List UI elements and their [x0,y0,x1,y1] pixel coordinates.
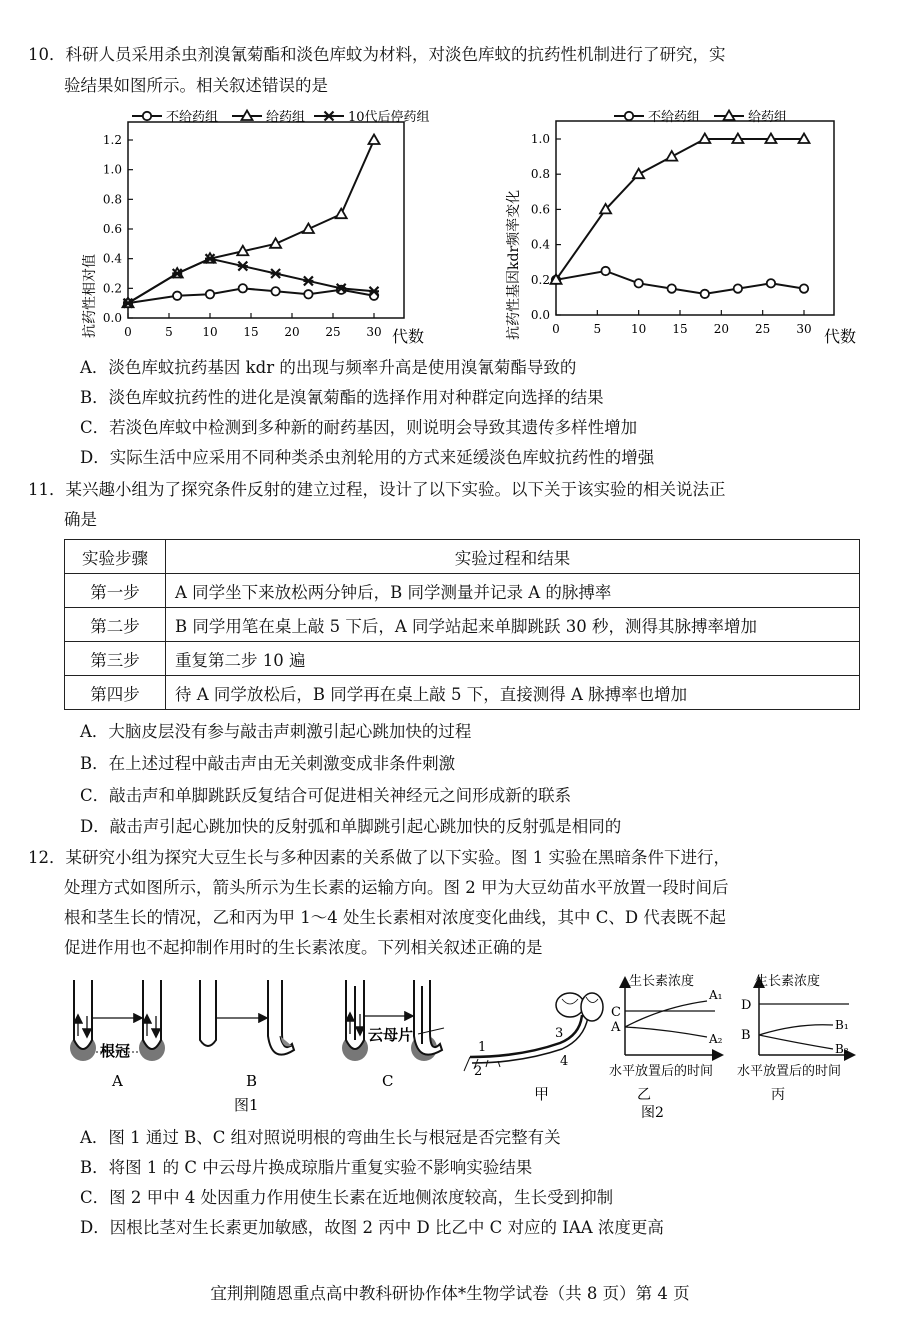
chart-kdr-frequency [490,100,870,350]
figure1-root-experiment [60,968,455,1118]
figure2-graph-bing [737,965,862,1120]
chart2-y-tick-label: 0.2 [530,272,550,287]
figure2-seedling [460,975,610,1120]
bing-curve-b1-label: B₁ [835,1018,849,1032]
chart1-legend-label: 给药组 [266,110,306,125]
q10-option-c: C．若淡色库蚊中检测到多种新的耐药基因，则说明会导致其遗传多样性增加 [80,418,638,437]
chart2-x-tick-label: 20 [713,322,729,336]
figure1-group-c [342,980,444,1090]
chart1-data-point [173,292,181,300]
table-cell-process: A 同学坐下来放松两分钟后，B 同学测量并记录 A 的脉搏率 [166,574,860,608]
mica-label: 云母片 [368,1026,414,1044]
seedling-point-4: 4 [560,1054,569,1069]
chart2-legend-marker [625,112,633,120]
chart2-x-tick-label: 0 [552,322,560,336]
chart1-y-axis-label: 抗药性相对值 [82,254,98,338]
figure1-caption: 图1 [234,1096,259,1114]
chart1-data-point [336,209,347,219]
bing-level-d: D [741,998,752,1013]
page-footer: 宜荆荆随恩重点高中教科研协作体*生物学试卷（共 8 页）第 4 页 [210,1284,690,1303]
bing-x-axis-label: 水平放置后的时间 [737,1064,842,1079]
chart2-data-point [668,284,676,292]
chart1-data-point [238,262,248,271]
chart1-data-point [271,287,279,295]
table-cell-step: 第一步 [65,574,166,608]
chart1-legend-marker [324,112,334,121]
q10-option-d: D．实际生活中应采用不同种类杀虫剂轮用的方式来延缓淡色库蚊抗药性的增强 [80,448,655,467]
yi-curve-a2 [625,1027,707,1037]
figure1-group-b [200,980,294,1114]
chart2-x-axis-label: 代数 [824,327,857,346]
figure1-label-b: B [246,1072,258,1090]
cotyledon-left [556,993,584,1017]
q12-option-a: A．图 1 通过 B、C 组对照说明根的弯曲生长与根冠是否完整有关 [80,1128,561,1147]
table-cell-step: 第三步 [65,642,166,676]
chart2-data-point [666,151,677,161]
table-cell-process: 待 A 同学放松后，B 同学再在桌上敲 5 下，直接测得 A 脉搏率也增加 [166,676,860,710]
chart2-series-line [556,139,804,280]
table-row [65,574,860,608]
figure2-label-yi: 乙 [637,1087,651,1103]
chart2-y-axis-label: 抗药性基因kdr频率变化 [506,189,522,340]
chart1-y-tick-label: 0.0 [102,311,122,325]
seedling-point-2: 2 [474,1064,483,1079]
chart1-x-tick-label: 25 [325,325,341,339]
chart1-series-line [128,140,374,303]
q11-stem-line1: 11．某兴趣小组为了探究条件反射的建立过程，设计了以下实验。以下关于该实验的相关说法正 [28,480,726,499]
bing-curve-b2 [759,1035,833,1049]
chart1-data-point [369,135,380,145]
bing-level-b: B [741,1028,751,1043]
table-header-row [65,540,860,574]
chart1-x-tick-label: 5 [165,325,173,339]
chart1-data-point [304,290,312,298]
q11-option-a: A．大脑皮层没有参与敲击声刺激引起心跳加快的过程 [80,722,472,741]
chart2-x-tick-label: 30 [796,322,812,336]
chart1-frame [128,122,404,318]
experiment-table [64,539,860,710]
chart2-x-tick-label: 15 [672,322,688,336]
q12-option-b: B．将图 1 的 C 中云母片换成琼脂片重复实验不影响实验结果 [80,1158,533,1177]
figure2-label-bing: 丙 [771,1087,785,1103]
chart2-x-tick-label: 5 [593,322,602,336]
figure1-label-a: A [112,1072,123,1090]
q10-option-b: B．淡色库蚊抗药性的进化是溴氰菊酯的选择作用对种群定向选择的结果 [80,388,604,407]
chart2-y-tick-label: 0.8 [530,167,550,182]
seedling-point-1: 1 [478,1040,487,1055]
chart1-y-tick-label: 1.0 [102,162,122,177]
bing-curve-b1 [759,1025,833,1035]
chart1-y-tick-label: 0.4 [102,251,122,266]
figure2-caption: 图2 [641,1105,664,1120]
q12-stem-line1: 12．某研究小组为探究大豆生长与多种因素的关系做了以下实验。图 1 实验在黑暗条件下进行， [28,848,730,867]
chart1-data-point [303,276,313,285]
chart1-data-point [239,284,247,292]
figure1-group-a [70,980,165,1090]
chart1-x-tick-label: 15 [243,325,259,339]
chart2-x-tick-label: 10 [631,322,647,336]
figure2-graph-yi [603,965,733,1120]
yi-x-axis-label: 水平放置后的时间 [609,1064,714,1079]
q11-stem-line2: 确是 [64,510,97,529]
q10-stem-line1: 10．科研人员采用杀虫剂溴氰菊酯和淡色库蚊为材料，对淡色库蚊的抗药性机制进行了研究，实 [28,45,726,64]
chart1-x-tick-label: 30 [366,325,382,339]
q12-option-d: D．因根比茎对生长素更加敏感，故图 2 丙中 D 比乙中 C 对应的 IAA 浓度更高 [80,1218,664,1237]
chart2-data-point [634,279,642,287]
chart1-x-tick-label: 10 [202,325,218,339]
chart2-data-point [734,284,742,292]
yi-curve-a1-label: A₁ [709,988,723,1002]
table-cell-process: B 同学用笔在桌上敲 5 下后，A 同学站起来单脚跳跃 30 秒，测得其脉搏率增加 [166,608,860,642]
seedling-point-3: 3 [555,1026,564,1041]
chart1-y-tick-label: 0.8 [102,192,122,207]
chart1-y-tick-label: 0.2 [102,281,122,296]
chart1-y-tick-label: 1.2 [102,133,122,147]
chart1-legend-label: 不给药组 [166,110,219,125]
table-row [65,608,860,642]
q12-stem-line4: 促进作用也不起抑制作用时的生长素浓度。下列相关叙述正确的是 [64,938,543,957]
chart1-x-axis-label: 代数 [392,327,425,346]
q11-option-d: D．敲击声引起心跳加快的反射弧和单脚跳引起心跳加快的反射弧是相同的 [80,817,622,836]
yi-curve-a1 [625,1001,707,1027]
chart2-data-point [800,284,808,292]
figure1-label-c: C [382,1072,394,1090]
table-row [65,676,860,710]
chart2-y-tick-label: 0.6 [530,202,550,217]
bing-y-axis-label: 生长素浓度 [755,974,821,989]
chart2-y-tick-label: 0.0 [530,308,550,322]
q11-option-c: C．敲击声和单脚跳跃反复结合可促进相关神经元之间形成新的联系 [80,786,572,805]
chart2-data-point [767,279,775,287]
chart1-legend-label: 10代后停药组 [348,110,430,125]
yi-level-c: C [611,1005,621,1020]
q10-stem-line2: 验结果如图所示。相关叙述错误的是 [64,76,328,95]
q12-option-c: C．图 2 甲中 4 处因重力作用使生长素在近地侧浓度较高，生长受到抑制 [80,1188,614,1207]
q12-stem-line3: 根和茎生长的情况，乙和丙为甲 1～4 处生长素相对浓度变化曲线，其中 C、D 代表既不起 [64,908,726,927]
chart2-y-tick-label: 1.0 [530,132,550,146]
chart2-x-tick-label: 25 [755,322,771,336]
chart2-data-point [701,290,709,298]
cotyledon-right [581,993,603,1021]
chart2-y-tick-label: 0.4 [530,237,550,252]
chart1-series-line [128,259,374,304]
chart-resistance-value [70,100,430,350]
table-cell-step: 第二步 [65,608,166,642]
q11-option-b: B．在上述过程中敲击声由无关刺激变成非条件刺激 [80,754,456,773]
chart2-legend [614,109,787,125]
table-cell-process: 重复第二步 10 遍 [166,642,860,676]
yi-y-axis-label: 生长素浓度 [629,974,695,989]
chart2-data-point [633,169,644,179]
yi-level-a: A [611,1020,621,1035]
bing-curve-b2-label: B₂ [835,1042,849,1056]
chart1-legend-marker [143,112,151,120]
chart1-data-point [206,290,214,298]
q10-option-a: A．淡色库蚊抗药基因 kdr 的出现与频率升高是使用溴氰菊酯导致的 [80,358,577,377]
figure2-label-jia: 甲 [534,1085,550,1103]
root-cap-label: 根冠 [100,1042,131,1060]
chart1-y-tick-label: 0.6 [102,222,122,236]
table-header-process: 实验过程和结果 [166,540,860,574]
chart2-data-point [601,267,609,275]
table-header-step: 实验步骤 [65,540,166,574]
q12-stem-line2: 处理方式如图所示，箭头所示为生长素的运输方向。图 2 甲为大豆幼苗水平放置一段时间后 [64,878,729,897]
table-row [65,642,860,676]
chart1-x-tick-label: 20 [284,325,300,339]
chart1-x-tick-label: 0 [124,325,132,339]
chart1-data-point [271,269,281,278]
chart2-legend-label: 给药组 [748,110,788,125]
yi-curve-a2-label: A₂ [709,1032,723,1046]
table-cell-step: 第四步 [65,676,166,710]
chart2-legend-label: 不给药组 [648,110,701,125]
